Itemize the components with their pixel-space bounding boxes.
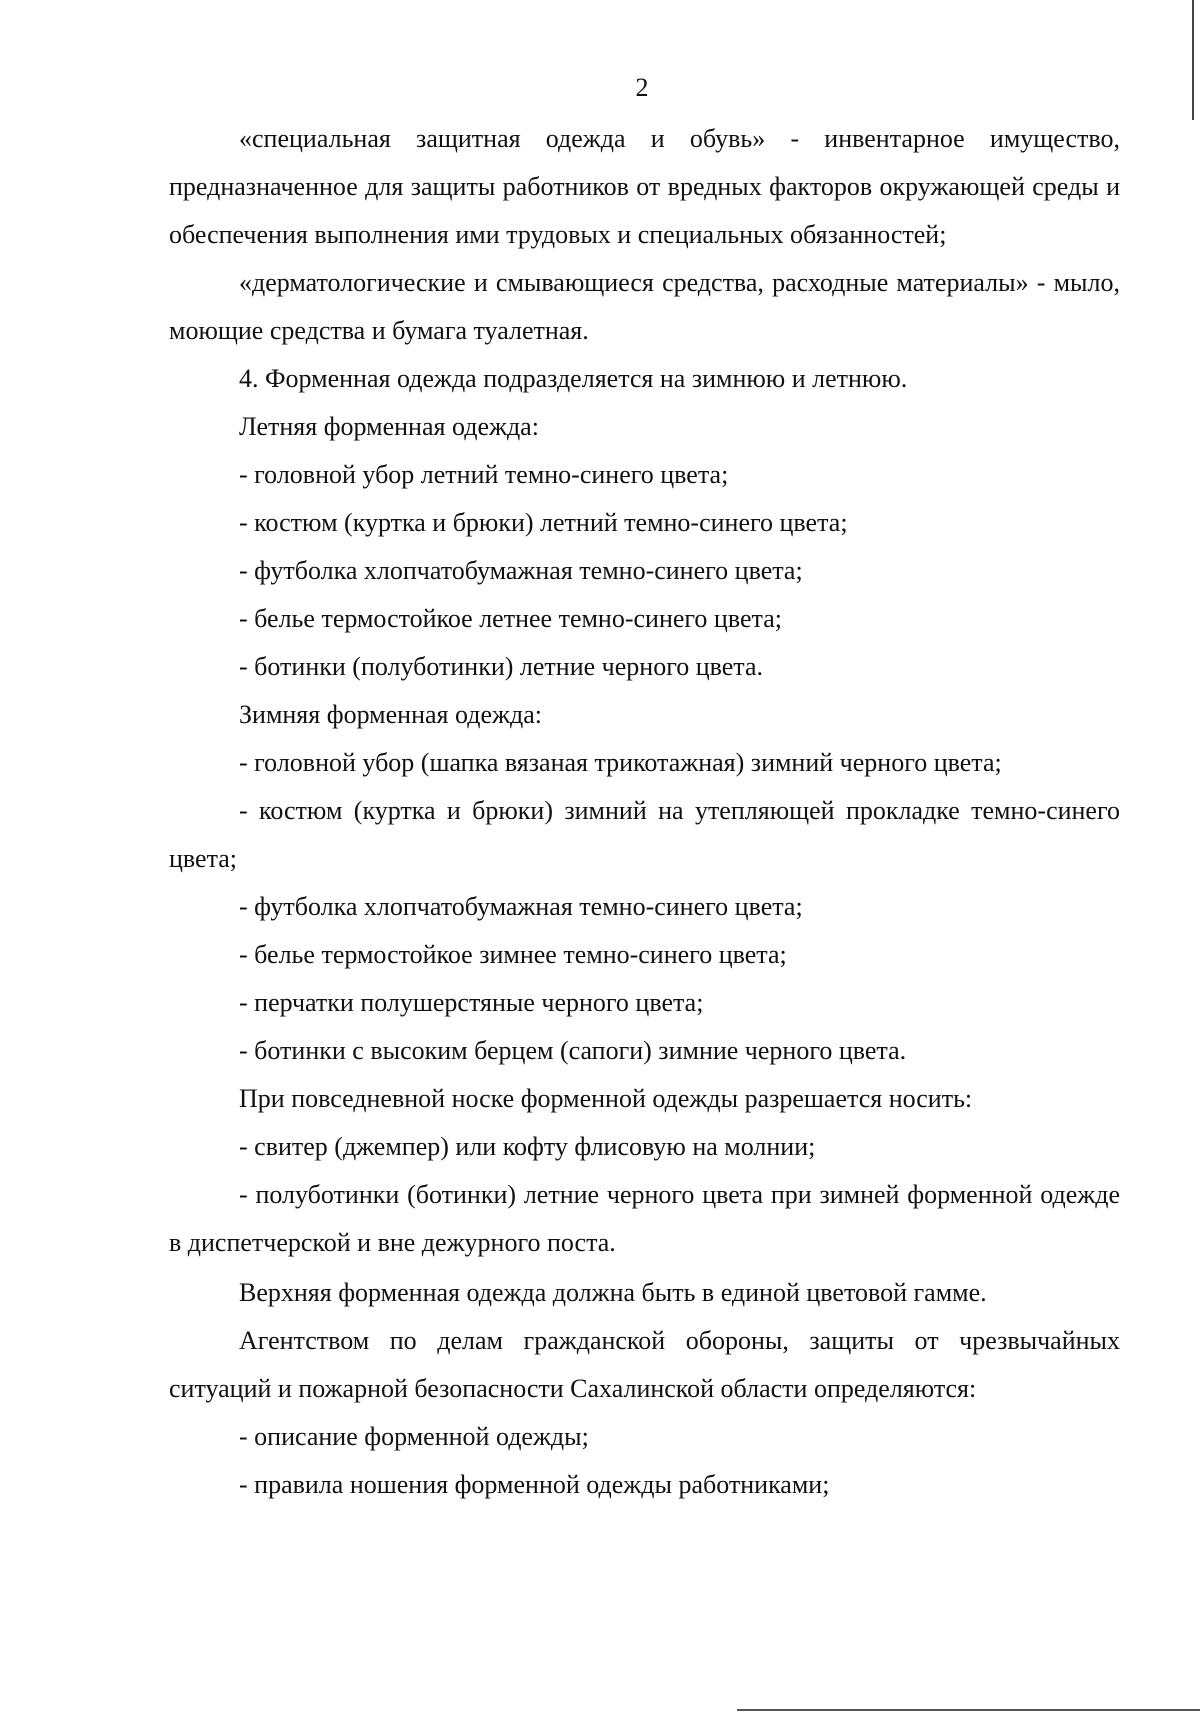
list-item-winter-tshirt: - футболка хлопчатобумажная темно-синего цвета;	[239, 892, 803, 921]
list-item-winter-suit: - костюм (куртка и брюки) зимний на утепляющей прокладке темно-синего цвета;	[169, 796, 1120, 873]
list-item-summer-tshirt: - футболка хлопчатобумажная темно-синего цвета;	[239, 556, 803, 585]
list-item-summer-headwear: - головной убор летний темно-синего цвета;	[239, 460, 729, 489]
list-item-uniform-rules: - правила ношения форменной одежды работниками;	[239, 1470, 830, 1499]
list-item-summer-underwear: - белье термостойкое летнее темно-синего цвета;	[239, 604, 782, 633]
paragraph-agency-determines: Агентством по делам гражданской обороны, защиты от чрезвычайных ситуаций и пожарной безопасности Сахалинской области определяются:	[169, 1326, 1120, 1403]
list-item-winter-gloves: - перчатки полушерстяные черного цвета;	[239, 988, 704, 1017]
paragraph-summer-uniform-heading: Летняя форменная одежда:	[239, 412, 539, 441]
list-item-summer-shoes: - ботинки (полуботинки) летние черного цвета.	[239, 652, 764, 681]
paragraph-winter-uniform-heading: Зимняя форменная одежда:	[239, 700, 542, 729]
list-item-summer-suit: - костюм (куртка и брюки) летний темно-синего цвета;	[239, 508, 848, 537]
paragraph-clause-4: 4. Форменная одежда подразделяется на зимнюю и летнюю.	[239, 364, 908, 393]
document-body	[169, 115, 1120, 1509]
list-item-winter-underwear: - белье термостойкое зимнее темно-синего цвета;	[239, 940, 787, 969]
list-item-daily-shoes: - полуботинки (ботинки) летние черного цвета при зимней форменной одежде в диспетчерской и вне дежурного поста.	[169, 1180, 1120, 1257]
list-item-winter-boots: - ботинки с высоким берцем (сапоги) зимние черного цвета.	[239, 1036, 907, 1065]
list-item-winter-headwear: - головной убор (шапка вязаная трикотажная) зимний черного цвета;	[239, 748, 1002, 777]
paragraph-definition-protective-clothing: «специальная защитная одежда и обувь» - инвентарное имущество, предназначенное для защиты работников от вредных факторов окружающей среды и обеспечения выполнения ими трудовых и специальных обязанностей;	[169, 124, 1120, 249]
page-number: 2	[635, 73, 649, 102]
paragraph-outerwear-color: Верхняя форменная одежда должна быть в единой цветовой гамме.	[239, 1278, 987, 1307]
list-item-daily-sweater: - свитер (джемпер) или кофту флисовую на молнии;	[239, 1132, 816, 1161]
paragraph-definition-dermatological-agents: «дерматологические и смывающиеся средства, расходные материалы» - мыло, моющие средства и бумага туалетная.	[169, 268, 1120, 345]
bottom-rule	[737, 1709, 1200, 1711]
paragraph-daily-wear-heading: При повседневной носке форменной одежды разрешается носить:	[239, 1084, 973, 1113]
list-item-uniform-description: - описание форменной одежды;	[239, 1422, 589, 1451]
